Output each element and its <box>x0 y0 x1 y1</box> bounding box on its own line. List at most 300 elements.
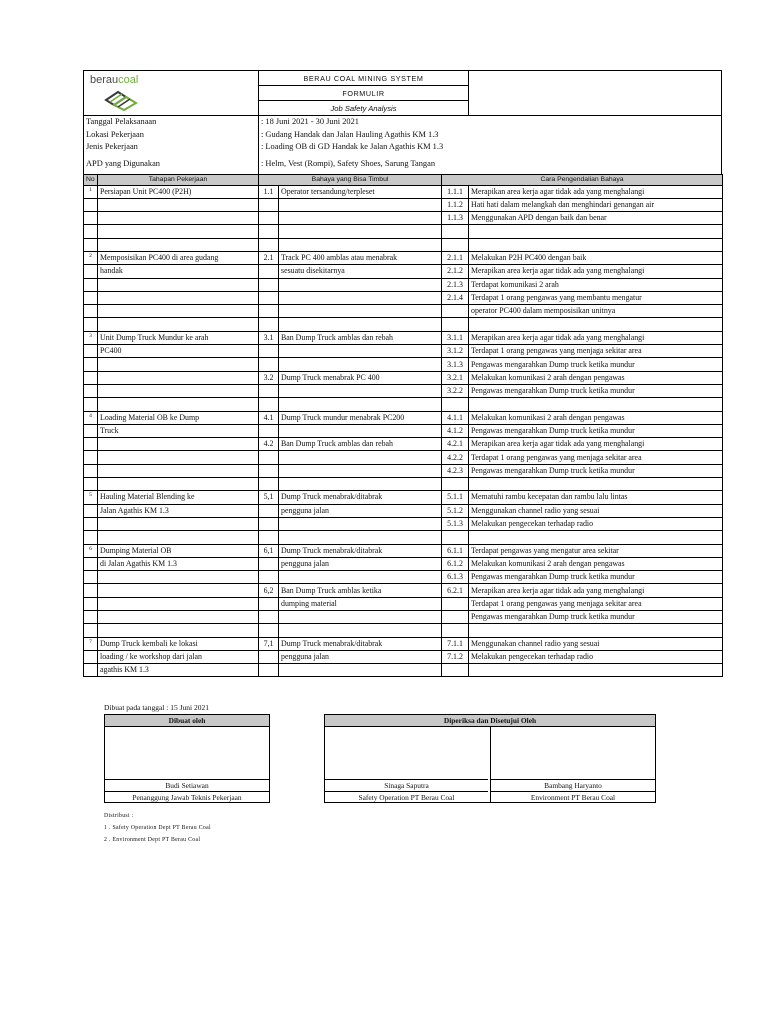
step-number <box>84 504 98 517</box>
step-number: 6 <box>84 544 98 557</box>
step-text <box>98 451 259 464</box>
hazard-code <box>259 664 279 677</box>
control-code: 3.2.2 <box>442 384 469 397</box>
logo-text-berau: berau <box>90 74 119 86</box>
hazard-text <box>279 451 442 464</box>
system-title: BERAU COAL MINING SYSTEM <box>259 71 468 86</box>
hazard-code: 6,1 <box>259 544 279 557</box>
step-number <box>84 225 98 238</box>
step-text: Dump Truck kembali ke lokasi <box>98 637 259 650</box>
hazard-text: Dump Truck menabrak/ditabrak <box>279 544 442 557</box>
control-code: 6.1.1 <box>442 544 469 557</box>
control-code: 4.2.1 <box>442 438 469 451</box>
hazard-text <box>279 664 442 677</box>
hazard-text: pengguna jalan <box>279 557 442 570</box>
hazard-code: 5,1 <box>259 491 279 504</box>
hazard-code <box>259 650 279 663</box>
step-number <box>84 358 98 371</box>
step-number: 3 <box>84 331 98 344</box>
table-row <box>84 504 723 517</box>
info-value: : Helm, Vest (Rompi), Safety Shoes, Sarung Tangan <box>261 158 436 168</box>
table-row <box>84 438 723 451</box>
table-row <box>84 544 723 557</box>
step-number <box>84 664 98 677</box>
hazard-text <box>279 517 442 530</box>
step-number <box>84 478 98 491</box>
control-text: Pengawas mengarahkan Dump truck ketika mundur <box>469 571 723 584</box>
hazard-text: pengguna jalan <box>279 504 442 517</box>
control-text: Mematuhi rambu kecepatan dan rambu lalu lintas <box>469 491 723 504</box>
info-label: Lokasi Pekerjaan <box>84 129 259 142</box>
control-text: Merapikan area kerja agar tidak ada yang menghalangi <box>469 265 723 278</box>
step-number <box>84 345 98 358</box>
hazard-text: pengguna jalan <box>279 650 442 663</box>
info-value: : Gudang Handak dan Jalan Hauling Agathis KM 1.3 <box>261 129 439 139</box>
control-code: 7.1.2 <box>442 650 469 663</box>
info-row <box>84 129 721 142</box>
step-number <box>84 531 98 544</box>
control-code <box>442 597 469 610</box>
hazard-code: 4.2 <box>259 438 279 451</box>
control-text: Hati hati dalam melangkah dan menghindari genangan air <box>469 198 723 211</box>
step-text <box>98 464 259 477</box>
table-row <box>84 198 723 211</box>
step-text: Dumping Material OB <box>98 544 259 557</box>
control-text <box>469 318 723 331</box>
table-row <box>84 212 723 225</box>
hazard-code: 7,1 <box>259 637 279 650</box>
control-text <box>469 664 723 677</box>
berau-coal-mark-icon <box>104 88 138 112</box>
sign1-role: Penanggung Jawab Teknis Pekerjaan <box>105 791 269 803</box>
control-text: Terdapat 1 orang pengawas yang menjaga sekitar area <box>469 451 723 464</box>
hazard-text <box>279 318 442 331</box>
hazard-text <box>279 358 442 371</box>
hazard-text <box>279 305 442 318</box>
sign2-name: Sinaga Saputra <box>325 779 488 791</box>
control-code: 3.2.1 <box>442 371 469 384</box>
step-text: Memposisikan PC400 di area gudang <box>98 251 259 264</box>
control-text: Pengawas mengarahkan Dump truck ketika mundur <box>469 384 723 397</box>
step-text <box>98 291 259 304</box>
info-row <box>84 141 721 154</box>
step-text <box>98 517 259 530</box>
control-text <box>469 478 723 491</box>
hazard-code: 6,2 <box>259 584 279 597</box>
distribution-item: 1 . Safety Operation Dept PT Berau Coal <box>104 825 211 831</box>
control-code: 4.1.2 <box>442 424 469 437</box>
control-code: 7.1.1 <box>442 637 469 650</box>
table-row <box>84 531 723 544</box>
hazard-code <box>259 212 279 225</box>
hazard-code <box>259 265 279 278</box>
table-row <box>84 464 723 477</box>
hazard-code <box>259 291 279 304</box>
form-label: FORMULIR <box>259 86 468 101</box>
table-row <box>84 517 723 530</box>
control-text <box>469 531 723 544</box>
step-number <box>84 278 98 291</box>
control-text <box>469 624 723 637</box>
step-number <box>84 384 98 397</box>
hazard-text: Track PC 400 amblas atau menabrak <box>279 251 442 264</box>
control-code <box>442 531 469 544</box>
document-title: Job Safety Analysis <box>330 103 397 113</box>
step-number <box>84 265 98 278</box>
step-text <box>98 611 259 624</box>
hazard-code: 2.1 <box>259 251 279 264</box>
info-value: : Loading OB di GD Handak ke Jalan Agathis KM 1.3 <box>261 142 444 151</box>
control-code: 5.1.2 <box>442 504 469 517</box>
table-row <box>84 238 723 251</box>
control-code: 5.1.3 <box>442 517 469 530</box>
hazard-text: Dump Truck menabrak/ditabrak <box>279 637 442 650</box>
approved-by-box <box>324 714 656 803</box>
step-text <box>98 278 259 291</box>
control-code: 2.1.3 <box>442 278 469 291</box>
step-text <box>98 531 259 544</box>
hazard-text <box>279 611 442 624</box>
control-text <box>469 398 723 411</box>
control-text: Melakukan komunikasi 2 arah dengan pengawas <box>469 371 723 384</box>
distribution-title: Distribusi : <box>104 813 134 819</box>
step-text <box>98 438 259 451</box>
info-value: : 18 Juni 2021 - 30 Juni 2021 <box>261 117 359 126</box>
hazard-code <box>259 531 279 544</box>
table-row <box>84 331 723 344</box>
step-text <box>98 398 259 411</box>
step-text <box>98 371 259 384</box>
hazard-code <box>259 278 279 291</box>
hazard-code <box>259 611 279 624</box>
control-text: Menggunakan APD dengan baik dan benar <box>469 212 723 225</box>
info-row <box>84 116 721 129</box>
table-row <box>84 398 723 411</box>
hazard-code: 3.2 <box>259 371 279 384</box>
control-text: operator PC400 dalam memposisikan unitnya <box>469 305 723 318</box>
hazard-text: Ban Dump Truck amblas dan rebah <box>279 331 442 344</box>
table-row <box>84 571 723 584</box>
step-number: 5 <box>84 491 98 504</box>
hazard-text: Ban Dump Truck amblas ketika <box>279 584 442 597</box>
step-number <box>84 371 98 384</box>
sign2-role: Safety Operation PT Berau Coal <box>325 791 488 803</box>
table-row <box>84 584 723 597</box>
table-row <box>84 611 723 624</box>
step-number <box>84 398 98 411</box>
step-text <box>98 318 259 331</box>
step-number <box>84 597 98 610</box>
step-number <box>84 238 98 251</box>
hazard-text <box>279 238 442 251</box>
step-number <box>84 291 98 304</box>
hazard-text: dumping material <box>279 597 442 610</box>
step-text <box>98 358 259 371</box>
control-text: Melakukan komunikasi 2 arah dengan pengawas <box>469 557 723 570</box>
step-number: 2 <box>84 251 98 264</box>
step-number <box>84 305 98 318</box>
step-number <box>84 198 98 211</box>
control-code: 6.1.2 <box>442 557 469 570</box>
control-code: 4.2.2 <box>442 451 469 464</box>
control-code: 3.1.2 <box>442 345 469 358</box>
hazard-code <box>259 358 279 371</box>
step-number <box>84 517 98 530</box>
header-blank-cell <box>469 71 723 115</box>
table-row <box>84 451 723 464</box>
step-number <box>84 464 98 477</box>
control-text <box>469 238 723 251</box>
step-text <box>98 624 259 637</box>
table-row <box>84 185 723 198</box>
control-text: Menggunakan channel radio yang sesuai <box>469 504 723 517</box>
distribution-item: 2 . Environment Dept PT Berau Coal <box>104 837 201 843</box>
step-number <box>84 438 98 451</box>
table-row <box>84 345 723 358</box>
control-code <box>442 318 469 331</box>
control-text: Terdapat pengawas yang mengatur area sekitar <box>469 544 723 557</box>
control-text: Melakukan pengecekan terhadap radio <box>469 517 723 530</box>
hazard-code <box>259 384 279 397</box>
control-text: Pengawas mengarahkan Dump truck ketika mundur <box>469 358 723 371</box>
logo-text-coal: coal <box>118 74 139 86</box>
step-number: 1 <box>84 185 98 198</box>
hazard-text <box>279 464 442 477</box>
info-label: APD yang Digunakan <box>84 154 259 174</box>
control-code <box>442 305 469 318</box>
hazard-text <box>279 624 442 637</box>
hazard-text: Dump Truck menabrak/ditabrak <box>279 491 442 504</box>
job-info <box>83 116 722 174</box>
hazard-text <box>279 424 442 437</box>
made-by-title: Dibuat oleh <box>105 715 269 727</box>
control-code: 6.1.3 <box>442 571 469 584</box>
control-code <box>442 624 469 637</box>
col-header-no: No <box>84 174 98 185</box>
hazard-code <box>259 398 279 411</box>
control-text: Terdapat 1 orang pengawas yang menjaga sekitar area <box>469 597 723 610</box>
step-number <box>84 212 98 225</box>
control-code: 2.1.2 <box>442 265 469 278</box>
hazard-code: 1.1 <box>259 185 279 198</box>
table-row <box>84 624 723 637</box>
control-text: Merapikan area kerja agar tidak ada yang menghalangi <box>469 438 723 451</box>
table-row <box>84 491 723 504</box>
step-text <box>98 225 259 238</box>
control-text: Melakukan P2H PC400 dengan baik <box>469 251 723 264</box>
table-row <box>84 424 723 437</box>
jsa-table <box>83 174 723 678</box>
info-label: Jenis Pekerjaan <box>84 141 259 154</box>
table-header-row <box>84 174 723 185</box>
control-code: 2.1.1 <box>442 251 469 264</box>
hazard-code <box>259 238 279 251</box>
table-row <box>84 305 723 318</box>
jsa-form <box>83 70 722 677</box>
table-row <box>84 278 723 291</box>
step-text <box>98 571 259 584</box>
berau-coal-logo <box>84 71 259 115</box>
step-text: PC400 <box>98 345 259 358</box>
step-text <box>98 212 259 225</box>
hazard-code <box>259 318 279 331</box>
control-code <box>442 238 469 251</box>
control-code: 2.1.4 <box>442 291 469 304</box>
hazard-code <box>259 305 279 318</box>
control-code: 1.1.2 <box>442 198 469 211</box>
table-row <box>84 265 723 278</box>
table-row <box>84 597 723 610</box>
step-text <box>98 198 259 211</box>
step-text: Hauling Material Blending ke <box>98 491 259 504</box>
step-number: 7 <box>84 637 98 650</box>
hazard-text <box>279 225 442 238</box>
hazard-code <box>259 451 279 464</box>
info-row <box>84 154 721 174</box>
hazard-code <box>259 557 279 570</box>
step-text: Jalan Agathis KM 1.3 <box>98 504 259 517</box>
hazard-text: Dump Truck mundur menabrak PC200 <box>279 411 442 424</box>
hazard-text <box>279 278 442 291</box>
step-text: Truck <box>98 424 259 437</box>
table-row <box>84 664 723 677</box>
control-code: 1.1.3 <box>442 212 469 225</box>
control-text <box>469 225 723 238</box>
step-number: 4 <box>84 411 98 424</box>
table-row <box>84 557 723 570</box>
control-text: Merapikan area kerja agar tidak ada yang menghalangi <box>469 185 723 198</box>
control-text: Pengawas mengarahkan Dump truck ketika mundur <box>469 424 723 437</box>
control-code <box>442 664 469 677</box>
step-number <box>84 650 98 663</box>
control-code <box>442 478 469 491</box>
col-header-hazard: Bahaya yang Bisa Timbul <box>259 174 442 185</box>
step-text: Persiapan Unit PC400 (P2H) <box>98 185 259 198</box>
control-code <box>442 398 469 411</box>
hazard-text: sesuatu disekitarnya <box>279 265 442 278</box>
table-row <box>84 358 723 371</box>
col-header-control: Cara Pengendalian Bahaya <box>442 174 723 185</box>
hazard-code <box>259 198 279 211</box>
control-text: Merapikan area kerja agar tidak ada yang menghalangi <box>469 331 723 344</box>
hazard-text: Ban Dump Truck amblas dan rebah <box>279 438 442 451</box>
hazard-text: Dump Truck menabrak PC 400 <box>279 371 442 384</box>
control-code: 6.2.1 <box>442 584 469 597</box>
hazard-text <box>279 212 442 225</box>
table-row <box>84 411 723 424</box>
hazard-text <box>279 571 442 584</box>
hazard-code <box>259 464 279 477</box>
step-number <box>84 557 98 570</box>
hazard-code <box>259 504 279 517</box>
info-label: Tanggal Pelaksanaan <box>84 116 259 129</box>
made-by-box <box>104 714 270 803</box>
step-text: agathis KM 1.3 <box>98 664 259 677</box>
control-text: Terdapat 1 orang pengawas yang menjaga sekitar area <box>469 345 723 358</box>
sign3-role: Environment PT Berau Coal <box>491 791 655 803</box>
table-row <box>84 291 723 304</box>
control-code: 1.1.1 <box>442 185 469 198</box>
col-header-step: Tahapan Pekerjaan <box>98 174 259 185</box>
hazard-text <box>279 478 442 491</box>
control-text: Melakukan pengecekan terhadap radio <box>469 650 723 663</box>
hazard-text <box>279 398 442 411</box>
control-text: Pengawas mengarahkan Dump truck ketika mundur <box>469 464 723 477</box>
control-code: 3.1.1 <box>442 331 469 344</box>
table-row <box>84 318 723 331</box>
hazard-text <box>279 384 442 397</box>
table-row <box>84 650 723 663</box>
step-text <box>98 478 259 491</box>
step-number <box>84 571 98 584</box>
hazard-text <box>279 531 442 544</box>
table-row <box>84 225 723 238</box>
step-text: di Jalan Agathis KM 1.3 <box>98 557 259 570</box>
step-text <box>98 584 259 597</box>
table-row <box>84 251 723 264</box>
hazard-code <box>259 478 279 491</box>
step-number <box>84 424 98 437</box>
step-number <box>84 584 98 597</box>
control-code: 4.2.3 <box>442 464 469 477</box>
sign3-name: Bambang Haryanto <box>491 779 655 791</box>
step-number <box>84 318 98 331</box>
control-code <box>442 225 469 238</box>
step-number <box>84 624 98 637</box>
made-on-date: Dibuat pada tanggal : 15 Juni 2021 <box>104 703 209 712</box>
step-text <box>98 238 259 251</box>
approved-by-title: Diperiksa dan Disetujui Oleh <box>325 715 655 727</box>
hazard-code <box>259 624 279 637</box>
step-text: loading / ke workshop dari jalan <box>98 650 259 663</box>
step-text <box>98 384 259 397</box>
hazard-code: 4.1 <box>259 411 279 424</box>
hazard-text <box>279 291 442 304</box>
hazard-text <box>279 198 442 211</box>
step-text: Loading Material OB ke Dump <box>98 411 259 424</box>
control-code: 3.1.3 <box>442 358 469 371</box>
control-text: Pengawas mengarahkan Dump truck ketika mundur <box>469 611 723 624</box>
form-header <box>83 70 722 116</box>
table-row <box>84 637 723 650</box>
control-text: Menggunakan channel radio yang sesuai <box>469 637 723 650</box>
table-row <box>84 478 723 491</box>
control-text: Melakukan komunikasi 2 arah dengan pengawas <box>469 411 723 424</box>
control-code: 4.1.1 <box>442 411 469 424</box>
hazard-code <box>259 424 279 437</box>
hazard-text: Operator tersandung/terpleset <box>279 185 442 198</box>
step-text: Unit Dump Truck Mundur ke arah <box>98 331 259 344</box>
table-row <box>84 384 723 397</box>
step-number <box>84 611 98 624</box>
table-row <box>84 371 723 384</box>
hazard-code: 3.1 <box>259 331 279 344</box>
header-titles <box>259 71 469 115</box>
step-text <box>98 305 259 318</box>
hazard-text <box>279 345 442 358</box>
step-number <box>84 451 98 464</box>
control-code: 5.1.1 <box>442 491 469 504</box>
control-code <box>442 611 469 624</box>
hazard-code <box>259 571 279 584</box>
hazard-code <box>259 597 279 610</box>
control-text: Terdapat 1 orang pengawas yang membantu mengatur <box>469 291 723 304</box>
hazard-code <box>259 345 279 358</box>
step-text <box>98 597 259 610</box>
hazard-code <box>259 517 279 530</box>
sign1-name: Budi Setiawan <box>105 779 269 791</box>
control-text: Terdapat komunikasi 2 arah <box>469 278 723 291</box>
